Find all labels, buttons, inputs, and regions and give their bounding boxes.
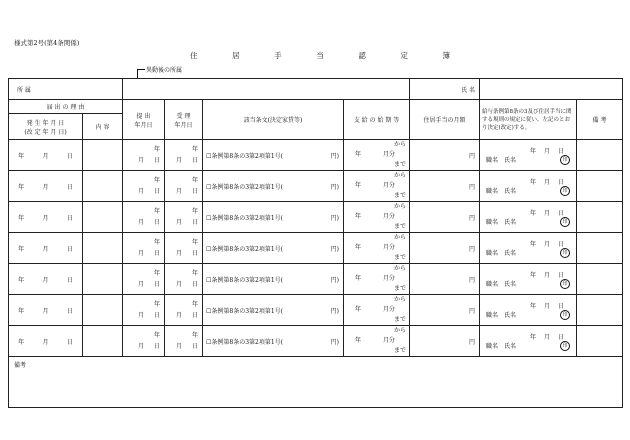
article-cell[interactable] — [203, 140, 344, 171]
year-label: 年 — [529, 302, 536, 310]
seal-icon: 印 — [560, 186, 570, 196]
day-label: 日 — [154, 157, 161, 164]
submitted-date-cell[interactable] — [123, 326, 165, 357]
seal-icon: 印 — [560, 248, 570, 258]
day-label: 日 — [558, 333, 565, 341]
year-label: 年 — [529, 147, 536, 155]
yen-close-label: 円) — [330, 152, 340, 160]
payment-start-cell[interactable] — [344, 140, 410, 171]
year-label: 年 — [192, 208, 199, 215]
register-row — [9, 140, 623, 171]
year-label: 年 — [154, 301, 161, 308]
day-label: 日 — [66, 338, 73, 346]
day-label: 日 — [66, 307, 73, 315]
year-label: 年 — [355, 151, 362, 158]
yen-close-label: 円) — [330, 338, 340, 346]
from-label: から — [394, 203, 407, 210]
from-label: から — [394, 296, 407, 303]
day-label: 日 — [558, 240, 565, 248]
notes-cell[interactable] — [577, 140, 623, 171]
day-label: 日 — [154, 343, 161, 350]
name-label-cell — [410, 79, 480, 100]
year-label: 年 — [18, 338, 25, 346]
content-cell[interactable] — [83, 233, 123, 264]
affiliation-label-cell — [9, 79, 123, 100]
year-label: 年 — [154, 177, 161, 184]
article-checkbox-label: ☐条例第8条の3第2項第1号( — [206, 338, 284, 346]
from-label: から — [394, 327, 407, 334]
occurrence-date-cell[interactable] — [9, 171, 83, 202]
seal-icon: 印 — [560, 341, 570, 351]
position-label: 職名 — [486, 342, 499, 350]
position-label: 職名 — [486, 156, 499, 164]
year-label: 年 — [192, 177, 199, 184]
remarks-row[interactable] — [9, 357, 623, 408]
month-part-label: 月分 — [383, 337, 396, 344]
payment-start-cell[interactable] — [344, 171, 410, 202]
received-date-header: 受 理 年月日 — [165, 100, 203, 140]
year-label: 年 — [529, 240, 536, 248]
position-label: 職名 — [486, 311, 499, 319]
article-checkbox-label: ☐条例第8条の3第2項第1号( — [206, 245, 284, 253]
submitted-date-header: 提 出 年月日 — [123, 100, 165, 140]
monthly-amount-cell[interactable] — [410, 140, 480, 171]
monthly-amount-cell[interactable] — [410, 171, 480, 202]
received-date-cell[interactable] — [165, 326, 203, 357]
person-name-label: 氏名 — [504, 156, 517, 164]
until-label: まで — [394, 285, 407, 292]
person-name-label: 氏名 — [504, 311, 517, 319]
content-cell[interactable] — [83, 140, 123, 171]
decision-cell[interactable] — [480, 264, 577, 295]
month-label: 月 — [175, 250, 182, 257]
submitted-date-cell[interactable] — [123, 171, 165, 202]
year-label: 年 — [355, 337, 362, 344]
day-label: 日 — [192, 250, 199, 257]
position-label: 職名 — [486, 280, 499, 288]
day-label: 日 — [558, 178, 565, 186]
affiliation-value-cell[interactable] — [123, 79, 410, 100]
day-label: 日 — [154, 281, 161, 288]
month-label: 月 — [543, 271, 550, 279]
day-label: 日 — [558, 302, 565, 310]
decision-cell[interactable] — [480, 140, 577, 171]
title-char: 住 — [190, 51, 198, 60]
payment-start-header: 支 給 の 始 期 等 — [344, 100, 410, 140]
monthly-amount-cell[interactable] — [410, 326, 480, 357]
from-label: から — [394, 141, 407, 148]
payment-start-cell[interactable] — [344, 264, 410, 295]
until-label: まで — [394, 161, 407, 168]
content-cell[interactable] — [83, 202, 123, 233]
month-label: 月 — [42, 307, 49, 315]
article-checkbox-label: ☐条例第8条の3第2項第1号( — [206, 276, 284, 284]
content-header: 内 容 — [83, 114, 123, 140]
notes-cell[interactable] — [577, 202, 623, 233]
content-cell[interactable] — [83, 295, 123, 326]
year-label: 年 — [154, 146, 161, 153]
day-label: 日 — [154, 250, 161, 257]
month-label: 月 — [137, 250, 144, 257]
year-label: 年 — [18, 307, 25, 315]
article-checkbox-label: ☐条例第8条の3第2項第1号( — [206, 307, 284, 315]
month-label: 月 — [543, 240, 550, 248]
yen-label: 円 — [469, 276, 476, 284]
submitted-date-cell[interactable] — [123, 202, 165, 233]
article-header: 該当条文(決定家賃等) — [203, 100, 344, 140]
month-label: 月 — [42, 152, 49, 160]
article-cell[interactable] — [203, 326, 344, 357]
submitted-date-cell[interactable] — [123, 264, 165, 295]
day-label: 日 — [66, 214, 73, 222]
person-name-label: 氏名 — [504, 342, 517, 350]
payment-start-cell[interactable] — [344, 326, 410, 357]
day-label: 日 — [66, 245, 73, 253]
received-date-cell[interactable] — [165, 202, 203, 233]
content-cell[interactable] — [83, 326, 123, 357]
decision-cell[interactable] — [480, 295, 577, 326]
person-name-label: 氏名 — [504, 218, 517, 226]
occurrence-date-cell[interactable] — [9, 295, 83, 326]
article-cell[interactable] — [203, 295, 344, 326]
month-part-label: 月分 — [383, 213, 396, 220]
decision-cell[interactable] — [480, 326, 577, 357]
after-transfer-pointer-line — [137, 69, 138, 78]
month-label: 月 — [137, 343, 144, 350]
month-label: 月 — [543, 147, 550, 155]
day-label: 日 — [192, 188, 199, 195]
article-cell[interactable] — [203, 202, 344, 233]
day-label: 日 — [154, 188, 161, 195]
article-checkbox-label: ☐条例第8条の3第2項第1号( — [206, 183, 284, 191]
name-value-cell[interactable] — [480, 79, 623, 100]
year-label: 年 — [529, 271, 536, 279]
received-date-cell[interactable] — [165, 264, 203, 295]
yen-label: 円 — [469, 183, 476, 191]
month-label: 月 — [42, 214, 49, 222]
month-label: 月 — [42, 245, 49, 253]
position-label: 職名 — [486, 249, 499, 257]
year-label: 年 — [154, 270, 161, 277]
notes-cell[interactable] — [577, 326, 623, 357]
title-char: 手 — [274, 51, 282, 60]
occurrence-date-cell[interactable] — [9, 140, 83, 171]
article-checkbox-label: ☐条例第8条の3第2項第1号( — [206, 152, 284, 160]
month-label: 月 — [137, 312, 144, 319]
day-label: 日 — [192, 312, 199, 319]
day-label: 日 — [66, 276, 73, 284]
yen-label: 円 — [469, 214, 476, 222]
submitted-date-cell[interactable] — [123, 295, 165, 326]
notes-cell[interactable] — [577, 171, 623, 202]
seal-icon: 印 — [560, 217, 570, 227]
year-label: 年 — [154, 332, 161, 339]
monthly-amount-cell[interactable] — [410, 295, 480, 326]
seal-icon: 印 — [560, 310, 570, 320]
decision-cell[interactable] — [480, 233, 577, 264]
month-label: 月 — [543, 302, 550, 310]
title-char: 簿 — [442, 51, 450, 60]
yen-close-label: 円) — [330, 183, 340, 191]
from-label: から — [394, 234, 407, 241]
day-label: 日 — [66, 183, 73, 191]
housing-allowance-register-table — [8, 78, 623, 408]
occurrence-date-cell[interactable] — [9, 326, 83, 357]
day-label: 日 — [558, 147, 565, 155]
month-label: 月 — [42, 338, 49, 346]
month-label: 月 — [137, 281, 144, 288]
day-label: 日 — [154, 312, 161, 319]
person-name-label: 氏名 — [504, 187, 517, 195]
year-label: 年 — [355, 213, 362, 220]
yen-close-label: 円) — [330, 276, 340, 284]
until-label: まで — [394, 192, 407, 199]
day-label: 日 — [154, 219, 161, 226]
year-label: 年 — [355, 275, 362, 282]
month-part-label: 月分 — [383, 151, 396, 158]
after-transfer-pointer — [137, 69, 145, 70]
year-label: 年 — [18, 183, 25, 191]
from-label: から — [394, 265, 407, 272]
monthly-amount-cell[interactable] — [410, 202, 480, 233]
register-row — [9, 326, 623, 357]
payment-start-cell[interactable] — [344, 202, 410, 233]
occurrence-date-cell[interactable] — [9, 264, 83, 295]
received-date-cell[interactable] — [165, 171, 203, 202]
form-number-label: 様式第2号(第4条関係) — [14, 39, 80, 47]
month-label: 月 — [543, 178, 550, 186]
yen-close-label: 円) — [330, 245, 340, 253]
day-label: 日 — [192, 281, 199, 288]
register-row — [9, 233, 623, 264]
yen-label: 円 — [469, 152, 476, 160]
year-label: 年 — [355, 182, 362, 189]
decision-header: 給与条例第8条の3及び住居手当に関する規則の規定に従い、左記のとおり決定(改定)する。 — [480, 100, 577, 140]
month-label: 月 — [175, 219, 182, 226]
yen-label: 円 — [469, 245, 476, 253]
decision-cell[interactable] — [480, 171, 577, 202]
yen-label: 円 — [469, 338, 476, 346]
month-label: 月 — [175, 188, 182, 195]
seal-icon: 印 — [560, 279, 570, 289]
month-label: 月 — [175, 343, 182, 350]
year-label: 年 — [192, 301, 199, 308]
month-label: 月 — [175, 312, 182, 319]
remarks-label: 備考 — [14, 362, 27, 369]
after-transfer-label: 異動後の所属 — [146, 67, 183, 74]
received-date-cell[interactable] — [165, 233, 203, 264]
submitted-date-cell[interactable] — [123, 140, 165, 171]
year-label: 年 — [192, 332, 199, 339]
notes-header: 備 考 — [577, 100, 623, 140]
month-label: 月 — [543, 333, 550, 341]
year-label: 年 — [192, 239, 199, 246]
yen-close-label: 円) — [330, 214, 340, 222]
month-label: 月 — [175, 157, 182, 164]
month-label: 月 — [137, 188, 144, 195]
remarks-cell[interactable] — [9, 357, 623, 408]
year-label: 年 — [18, 245, 25, 253]
yen-label: 円 — [469, 307, 476, 315]
reason-header: 届 出 の 理 由 — [9, 100, 123, 114]
person-name-label: 氏名 — [504, 280, 517, 288]
until-label: まで — [394, 223, 407, 230]
year-label: 年 — [192, 146, 199, 153]
affiliation-label: 所 属 — [17, 86, 31, 94]
occurrence-date-header: 発 生 年 月 日 (改 定 年 月 日) — [9, 114, 83, 140]
payment-start-cell[interactable] — [344, 295, 410, 326]
year-label: 年 — [18, 214, 25, 222]
from-label: から — [394, 172, 407, 179]
payment-start-cell[interactable] — [344, 233, 410, 264]
title-char: 定 — [400, 51, 408, 60]
article-cell[interactable] — [203, 233, 344, 264]
page-title — [190, 50, 450, 61]
yen-close-label: 円) — [330, 307, 340, 315]
position-label: 職名 — [486, 187, 499, 195]
title-char: 当 — [316, 51, 324, 60]
month-label: 月 — [42, 183, 49, 191]
day-label: 日 — [66, 152, 73, 160]
monthly-amount-cell[interactable] — [410, 264, 480, 295]
year-label: 年 — [529, 333, 536, 341]
monthly-amount-cell[interactable] — [410, 233, 480, 264]
month-part-label: 月分 — [383, 244, 396, 251]
title-char: 居 — [232, 51, 240, 60]
day-label: 日 — [192, 157, 199, 164]
month-label: 月 — [42, 276, 49, 284]
until-label: まで — [394, 316, 407, 323]
submitted-date-cell[interactable] — [123, 233, 165, 264]
year-label: 年 — [18, 152, 25, 160]
position-label: 職名 — [486, 218, 499, 226]
year-label: 年 — [154, 239, 161, 246]
year-label: 年 — [529, 178, 536, 186]
article-checkbox-label: ☐条例第8条の3第2項第1号( — [206, 214, 284, 222]
decision-cell[interactable] — [480, 202, 577, 233]
register-row — [9, 295, 623, 326]
month-part-label: 月分 — [383, 306, 396, 313]
month-label: 月 — [175, 281, 182, 288]
month-label: 月 — [543, 209, 550, 217]
register-row — [9, 171, 623, 202]
name-label: 氏 名 — [461, 86, 476, 94]
content-cell[interactable] — [83, 171, 123, 202]
year-label: 年 — [355, 306, 362, 313]
day-label: 日 — [558, 271, 565, 279]
month-part-label: 月分 — [383, 182, 396, 189]
until-label: まで — [394, 347, 407, 354]
person-name-label: 氏名 — [504, 249, 517, 257]
year-label: 年 — [529, 209, 536, 217]
title-char: 認 — [358, 51, 366, 60]
day-label: 日 — [558, 209, 565, 217]
seal-icon: 印 — [560, 155, 570, 165]
article-cell[interactable] — [203, 171, 344, 202]
notes-cell[interactable] — [577, 233, 623, 264]
register-row — [9, 202, 623, 233]
year-label: 年 — [192, 270, 199, 277]
article-cell[interactable] — [203, 264, 344, 295]
day-label: 日 — [192, 343, 199, 350]
year-label: 年 — [154, 208, 161, 215]
year-label: 年 — [355, 244, 362, 251]
month-part-label: 月分 — [383, 275, 396, 282]
received-date-cell[interactable] — [165, 295, 203, 326]
register-row — [9, 264, 623, 295]
month-label: 月 — [137, 157, 144, 164]
occurrence-date-cell[interactable] — [9, 233, 83, 264]
year-label: 年 — [18, 276, 25, 284]
content-cell[interactable] — [83, 264, 123, 295]
until-label: まで — [394, 254, 407, 261]
occurrence-date-cell[interactable] — [9, 202, 83, 233]
monthly-amount-header: 住居手当の月額 — [410, 100, 480, 140]
notes-cell[interactable] — [577, 264, 623, 295]
received-date-cell[interactable] — [165, 140, 203, 171]
day-label: 日 — [192, 219, 199, 226]
notes-cell[interactable] — [577, 295, 623, 326]
month-label: 月 — [137, 219, 144, 226]
